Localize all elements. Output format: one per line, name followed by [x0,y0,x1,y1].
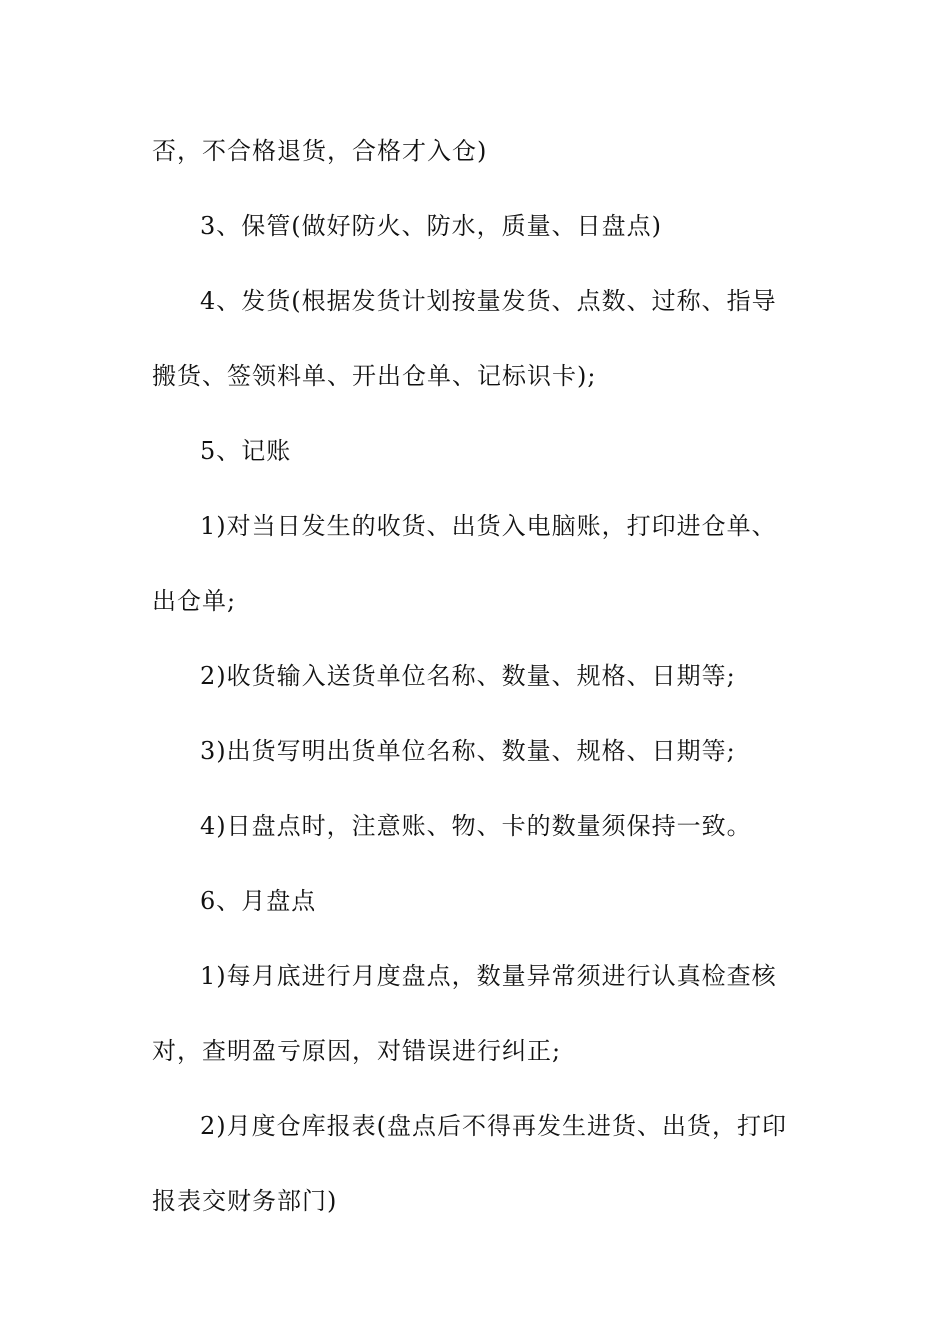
text-line-shipping-cont: 搬货、签领料单、开出仓单、记标识卡); [152,362,597,390]
section-heading-shipping: 4、发货(根据发货计划按量发货、点数、过称、指导 [200,287,777,315]
list-item-monthly-2-cont: 报表交财务部门) [152,1187,338,1215]
list-item-bookkeeping-1-cont: 出仓单; [152,587,237,615]
section-heading-storage: 3、保管(做好防火、防水，质量、日盘点) [200,212,662,240]
text-line-continuation: 否，不合格退货，合格才入仓) [152,137,488,165]
section-heading-monthly-inventory: 6、月盘点 [200,887,317,915]
section-heading-bookkeeping: 5、记账 [200,437,292,465]
list-item-monthly-2: 2)月度仓库报表(盘点后不得再发生进货、出货，打印 [200,1112,787,1140]
list-item-bookkeeping-3: 3)出货写明出货单位名称、数量、规格、日期等; [200,737,736,765]
list-item-bookkeeping-2: 2)收货输入送货单位名称、数量、规格、日期等; [200,662,736,690]
list-item-monthly-1-cont: 对，查明盈亏原因，对错误进行纠正; [152,1037,562,1065]
list-item-bookkeeping-4: 4)日盘点时，注意账、物、卡的数量须保持一致。 [200,812,752,840]
list-item-bookkeeping-1: 1)对当日发生的收货、出货入电脑账，打印进仓单、 [200,512,777,540]
list-item-monthly-1: 1)每月底进行月度盘点，数量异常须进行认真检查核 [200,962,777,990]
